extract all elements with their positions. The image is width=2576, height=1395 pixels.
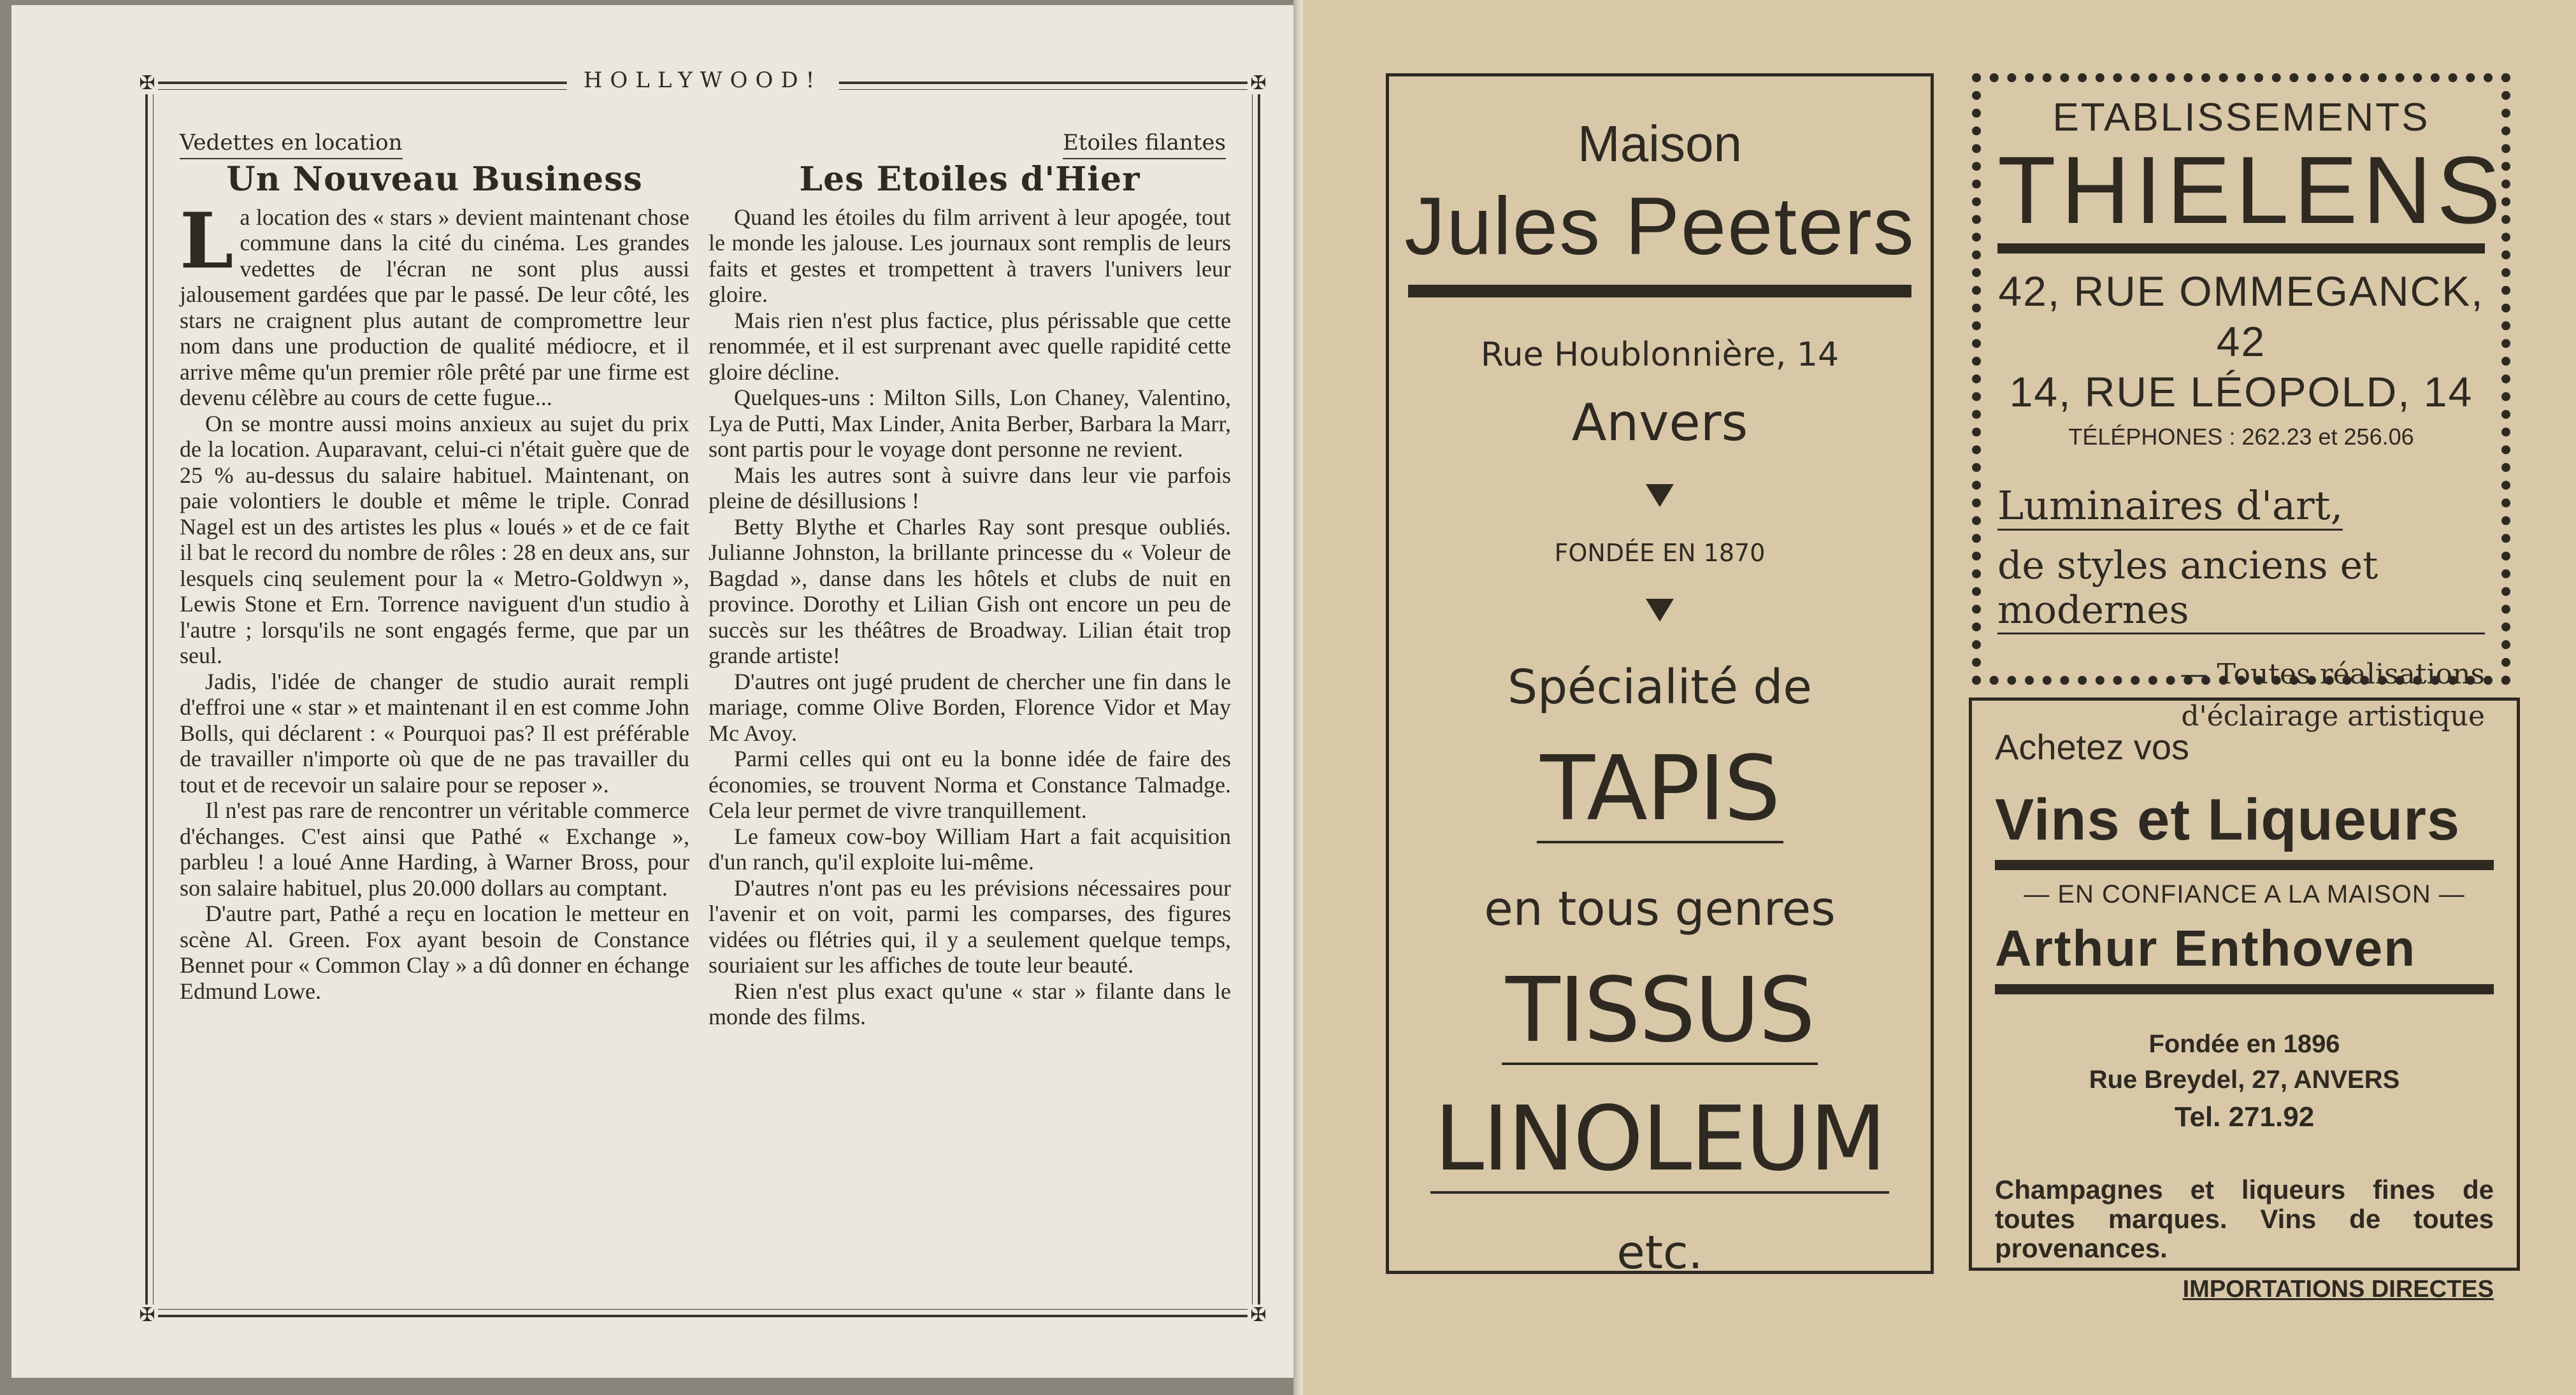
left-page: [11, 5, 1299, 1378]
ad-vins: Vins et Liqueurs: [1995, 787, 2461, 852]
ad-etablissements: ETABLISSEMENTS: [2052, 96, 2430, 140]
article-paragraph: Le fameux cow-boy William Hart a fait acquisition d'un ranch, qu'il exploite lui-même.: [709, 823, 1231, 875]
ad-company-name: Jules Peeters: [1404, 181, 1915, 272]
ad-street: Rue Breydel, 27, ANVERS: [2089, 1066, 2400, 1094]
ad-etc: etc.: [1616, 1226, 1703, 1279]
ad-telephones: TÉLÉPHONES : 262.23 et 256.06: [2068, 424, 2414, 450]
ad-realisations-1: — Toutes réalisations: [2180, 658, 2485, 691]
ad-champagnes: Champagnes et liqueurs fines de toutes marques. Vins de toutes provenances.: [1995, 1174, 2494, 1263]
ad-company-name: THIELENS: [1997, 136, 2506, 243]
article-title: Les Etoiles d'Hier: [799, 160, 1140, 199]
ad-city: Anvers: [1571, 393, 1748, 452]
article-paragraph: Quelques-uns : Milton Sills, Lon Chaney, Valentino, Lya de Putti, Max Linder, Anita Berber, Barbara la Marr, sont partis pour le voyage dont personne ne revient.: [709, 385, 1231, 462]
article-paragraph: Mais rien n'est plus factice, plus périssable que cette renommée, et il est surprenant avec quelle rapidité cette gloire décline.: [709, 307, 1231, 385]
ornament-icon: ✠: [136, 1305, 158, 1326]
ad-street: Rue Houblonnière, 14: [1480, 336, 1839, 374]
ad-telephone: Tel. 271.92: [2174, 1101, 2315, 1133]
article-paragraph: Quand les étoiles du film arrivent à leur apogée, tout le monde les jalouse. Les journaux sont remplis de leurs faits et gestes et trompettent à travers l'univers leur gloire.: [709, 204, 1231, 307]
ad-linoleum: LINOLEUM: [1430, 1091, 1889, 1194]
ad-luminaires: Luminaires d'art,: [1997, 482, 2343, 531]
divider: [1997, 243, 2485, 254]
ad-realisations-2: d'éclairage artistique: [2181, 700, 2485, 733]
ad-address-2: 14, RUE LÉOPOLD, 14: [2009, 368, 2473, 415]
article-paragraph: Jadis, l'idée de changer de studio aurait rempli d'effroi une « star » et maintenant il en est comme John Bolls, qui déclarent : « Pourquoi pas? Il est préférable de travailler n'importe où que de ne pas travailler du tout et de recevoir un salaire pour se reposer ».: [180, 668, 689, 798]
drop-cap: L: [180, 196, 234, 286]
article-paragraph: D'autres n'ont pas eu les prévisions nécessaires pour l'avenir et on voit, parmi les comparses, des figures vidées ou flétries qui, il y a seulement quelque temps, souriaient sur les affiches de toute leur beauté.: [709, 875, 1231, 978]
rubric-right: Etoiles filantes: [1063, 130, 1226, 159]
ad-tissus: TISSUS: [1502, 962, 1818, 1065]
ad-styles: de styles anciens et modernes: [1997, 543, 2485, 634]
ad-jules-peeters: [1386, 73, 1934, 1279]
ad-achetez: Achetez vos: [1995, 727, 2190, 767]
ad-company-name: Arthur Enthoven: [1995, 920, 2417, 976]
article-paragraph: La location des « stars » devient maintenant chose commune dans la cité du cinéma. Les grandes vedettes de l'écran ne sont plus aussi jalousement gardées que par le passé. De leur côté, les stars ne craignent plus autant de compromettre leur nom dans une production de qualité médiocre, et il arrive même qu'un premier rôle prêté par une firme est devenu célèbre au cours de cette fugue...: [180, 196, 689, 410]
rubric-left: Vedettes en location: [180, 130, 403, 159]
ad-confiance: — EN CONFIANCE A LA MAISON —: [2024, 880, 2465, 908]
article-title: Un Nouveau Business: [226, 160, 643, 199]
ad-info: [1995, 1026, 2494, 1137]
ad-founded: Fondée en 1896: [2148, 1030, 2340, 1058]
article-frame: [139, 68, 1267, 1326]
ad-tapis: TAPIS: [1537, 740, 1783, 843]
divider: [1995, 860, 2494, 870]
ad-importations: IMPORTATIONS DIRECTES: [2182, 1276, 2494, 1303]
article-paragraph: Mais les autres sont à suivre dans leur vie parfois pleine de désillusions !: [709, 462, 1231, 513]
ad-thielens: [1972, 73, 2510, 733]
article-paragraph: Il n'est pas rare de rencontrer un véritable commerce d'échanges. C'est ainsi que Pathé « Exchange », parbleu ! a loué Anne Harding, à Warner Bross, pour son salaire habituel, plus 20.000 dollars au comptant.: [180, 798, 689, 901]
ad-enthoven: [1969, 698, 2520, 1303]
ad-maison: Maison: [1578, 115, 1742, 172]
divider: [1995, 984, 2494, 994]
article-paragraph: Parmi celles qui ont eu la bonne idée de faire des économies, se trouvent Norma et Constance Talmadge. Cela leur permet de vivre tranquillement.: [709, 746, 1231, 823]
divider: [1408, 285, 1911, 297]
article-etoiles-hier: [709, 160, 1231, 1030]
triangle-icon: [1646, 484, 1674, 507]
article-paragraph: Rien n'est plus exact qu'une « star » filante dans le monde des films.: [709, 978, 1231, 1029]
ad-founded: FONDÉE EN 1870: [1554, 539, 1766, 567]
ad-speciality: Spécialité de: [1507, 660, 1812, 715]
ornament-icon: ✠: [1248, 73, 1269, 94]
article-paragraph: D'autre part, Pathé a reçu en location le metteur en scène Al. Green. Fox ayant besoin de Constance Bennet pour « Common Clay » a dû donner en échange Edmund Lowe.: [180, 901, 689, 1004]
article-paragraph: D'autres ont jugé prudent de chercher une fin dans le mariage, comme Olive Borden, Florence Vidor et May Mc Avoy.: [709, 668, 1231, 746]
ornament-icon: ✠: [136, 73, 158, 94]
article-paragraph: Betty Blythe et Charles Ray sont presque oubliés. Julianne Johnston, la brillante princesse du « Voleur de Bagdad », danse dans les hôtels et clubs de nuit en province. Dorothy et Lilian Gish ont encore un peu de succès sur les théâtres de Broadway. Lilian était trop grande artiste!: [709, 513, 1231, 668]
article-paragraph: On se montre aussi moins anxieux au sujet du prix de la location. Auparavant, celui-ci n'était guère que de 25 % au-dessus du salaire habituel. Maintenant, on paie volontiers le double et même le triple. Conrad Nagel est un des artistes les plus « loués » et de ce fait il bat le record du nombre de rôles : 28 en deux ans, sur lesquels cinq seulement pour la « Metro-Goldwyn », Lewis Stone et Ern. Torrence naviguent d'un studio à l'autre ; lorsqu'ils ne sont engagés ferme, que par un seul.: [180, 410, 689, 668]
page-header: HOLLYWOOD!: [567, 68, 839, 93]
triangle-icon: [1646, 599, 1674, 622]
article-nouveau-business: [180, 160, 689, 1004]
ornament-icon: ✠: [1248, 1305, 1269, 1326]
ad-address-1: 42, RUE OMMEGANCK, 42: [1998, 267, 2484, 365]
ad-genres: en tous genres: [1484, 882, 1836, 936]
